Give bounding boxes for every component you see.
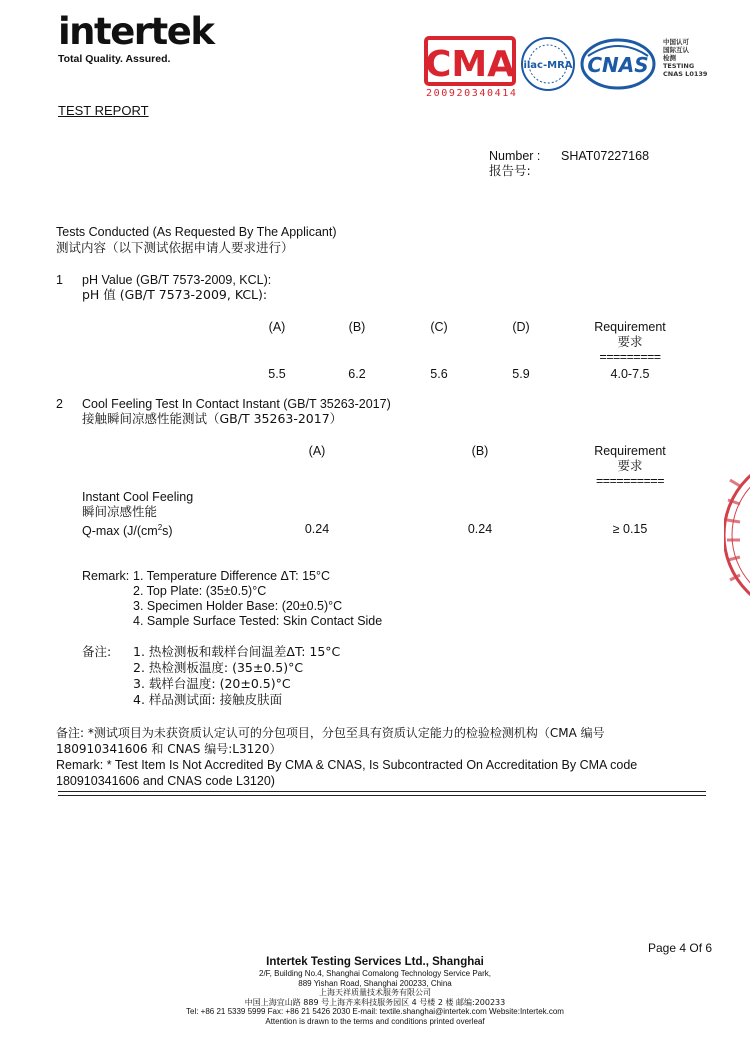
- cnas-caption-line: TESTING: [663, 62, 695, 70]
- test1-value-d: 5.9: [512, 367, 530, 381]
- footer-line: 2/F, Building No.4, Shanghai Comalong Technology Service Park,: [259, 969, 491, 978]
- remark-en-label: Remark:: [82, 569, 130, 583]
- test2-requirement: ≥ 0.15: [612, 522, 648, 536]
- cnas-caption: [663, 38, 707, 78]
- report-title: TEST REPORT: [58, 103, 149, 118]
- remark-cn-item: 1. 热检测板和载样台间温差ΔT: 15°C: [133, 644, 341, 659]
- note-cn-line2: 180910341606 和 CNAS 编号:L3120）: [56, 742, 282, 756]
- test1-req-label-cn: 要求: [617, 334, 643, 349]
- test2-col-a: (A): [308, 444, 326, 458]
- remark-en-item: 1. Temperature Difference ΔT: 15°C: [133, 569, 331, 583]
- logo-tagline: Total Quality. Assured.: [58, 53, 171, 65]
- cnas-caption-line: 国际互认: [663, 46, 689, 54]
- footer-line: 889 Yishan Road, Shanghai 200233, China: [298, 978, 452, 988]
- remark-cn-item: 3. 载样台温度: (20±0.5)°C: [133, 676, 291, 691]
- test2-row-label-cn: 瞬间凉感性能: [82, 504, 158, 519]
- test2-value-b: 0.24: [467, 522, 493, 536]
- test2-col-b: (B): [471, 444, 489, 458]
- test2-row-unit-sup: 2: [157, 523, 163, 532]
- test2-row-unit-pre: Q-max (J/(cm: [82, 524, 158, 539]
- test2-index: 2: [56, 397, 63, 411]
- tests-heading-en: Tests Conducted (As Requested By The Applicant): [56, 225, 337, 239]
- test1-requirement: 4.0-7.5: [610, 367, 650, 381]
- footer-line: Attention is drawn to the terms and conditions printed overleaf: [265, 1016, 485, 1026]
- remark-en-item: 3. Specimen Holder Base: (20±0.5)°C: [133, 599, 343, 613]
- test1-title-cn: pH 值 (GB/T 7573-2009, KCL):: [82, 287, 268, 302]
- cnas-logo-text: CNAS: [587, 53, 649, 77]
- cnas-caption-line: CNAS L0139: [663, 70, 708, 78]
- test2-req-label-cn: 要求: [617, 458, 643, 473]
- note-cn-line1: 备注: *测试项目为未获资质认定认可的分包项目，分包至具有资质认定能力的检验检测机构（CMA 编号: [56, 726, 605, 740]
- footer-company: Intertek Testing Services Ltd., Shanghai: [266, 956, 484, 968]
- cma-logo: [425, 38, 515, 85]
- footer-line: 中国上海宜山路 889 号上海齐来科技服务园区 4 号楼 2 楼 邮编:200233: [244, 997, 506, 1007]
- footer: [0, 955, 750, 1027]
- logo-wordmark: intertek: [58, 10, 214, 53]
- test1-index: 1: [56, 273, 63, 287]
- cma-number: 200920340414: [426, 88, 518, 99]
- remark-en-item: 2. Top Plate: (35±0.5)°C: [133, 584, 267, 598]
- test2-title-cn: 接触瞬间凉感性能测试（GB/T 35263-2017）: [82, 411, 343, 426]
- test2-req-rule: ==========: [596, 474, 664, 488]
- tests-heading-cn: 测试内容（以下测试依据申请人要求进行）: [56, 240, 294, 255]
- remark-en-item: 4. Sample Surface Tested: Skin Contact Side: [133, 614, 383, 628]
- report-number-value: SHAT07227168: [561, 149, 650, 163]
- test1-req-label: Requirement: [594, 320, 666, 334]
- footer-line: 上海天祥质量技术服务有限公司: [319, 988, 431, 998]
- test2-row-unit: [82, 520, 173, 539]
- cnas-logo: [582, 40, 654, 88]
- test1-col-a: (A): [268, 320, 286, 334]
- test2-req-label: Requirement: [594, 444, 666, 458]
- test1-req-rule: =========: [599, 350, 661, 364]
- report-number-label-cn: 报告号:: [489, 163, 531, 178]
- cnas-caption-line: 中国认可: [663, 38, 689, 46]
- test1-value-a: 5.5: [268, 367, 286, 381]
- remark-cn-label: 备注:: [82, 644, 112, 659]
- cnas-caption-line: 检测: [663, 54, 676, 62]
- remark-cn-item: 2. 热检测板温度: (35±0.5)°C: [133, 660, 304, 675]
- test1-col-b: (B): [348, 320, 366, 334]
- remark-cn-item: 4. 样品测试面: 接触皮肤面: [133, 692, 283, 707]
- test2-row-unit-post: s): [162, 524, 173, 539]
- note-en-line2: 180910341606 and CNAS code L3120): [56, 774, 275, 788]
- report-number-label: Number :: [489, 149, 541, 163]
- note-en-line1: Remark: * Test Item Is Not Accredited By CMA & CNAS, Is Subcontracted On Accreditation By CMA code: [56, 758, 638, 772]
- intertek-logo: [58, 12, 213, 65]
- cma-logo-text: CMA: [424, 44, 516, 85]
- test1-col-c: (C): [430, 320, 448, 334]
- test2-title-en: Cool Feeling Test In Contact Instant (GB/T 35263-2017): [82, 397, 391, 411]
- section-divider: [58, 791, 706, 796]
- footer-line: Tel: +86 21 5339 5999 Fax: +86 21 5426 2030 E-mail: textile.shanghai@intertek.com Website:Intertek.com: [186, 1007, 564, 1017]
- ilac-logo-text: ilac-MRA: [523, 60, 573, 71]
- page-number: Page 4 Of 6: [648, 941, 713, 955]
- test1-col-d: (D): [512, 320, 530, 334]
- seal-stamp: [724, 440, 750, 630]
- test1-title-en: pH Value (GB/T 7573-2009, KCL):: [82, 273, 272, 287]
- test1-value-c: 5.6: [430, 367, 448, 381]
- test1-value-b: 6.2: [348, 367, 366, 381]
- test2-value-a: 0.24: [304, 522, 330, 536]
- ilac-mra-logo: [522, 38, 574, 90]
- test2-row-label-en: Instant Cool Feeling: [82, 490, 194, 504]
